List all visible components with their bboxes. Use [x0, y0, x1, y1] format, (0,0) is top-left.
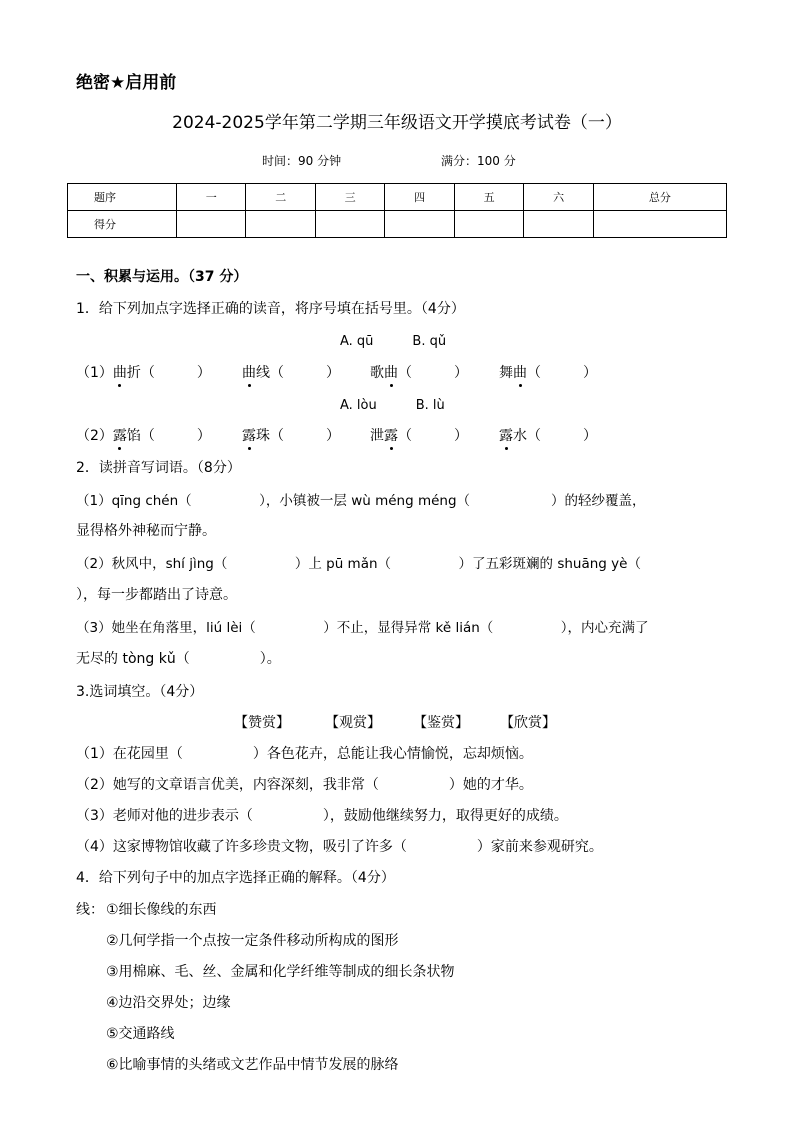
score-input-cell[interactable] [315, 211, 384, 238]
word-choice: 【鉴赏】 [413, 715, 469, 731]
question-2-line[interactable]: （1）qīng chén（ ），小镇被一层 wù méng méng（ ）的轻纱覆盖， [76, 493, 646, 509]
question-2-line[interactable]: （3）她坐在角落里，liú lèi（ ）不止，显得异常 kě lián（ ），内心充满了 [76, 620, 649, 636]
item-rest[interactable]: （ ） [398, 428, 468, 444]
full-score: 满分：100 分 [441, 154, 516, 168]
question-1-stem: 1．给下列加点字选择正确的读音，将序号填在括号里。（4分） [76, 301, 465, 317]
item-pre: 舞 [499, 365, 513, 381]
question-1-row-1-item[interactable] [370, 362, 468, 382]
dotted-char: 露 [384, 425, 398, 445]
score-input-cell[interactable] [177, 211, 246, 238]
item-rest[interactable]: 馅（ ） [126, 428, 211, 444]
dotted-char: 曲 [384, 362, 398, 382]
definition-item: ⑥比喻事情的头绪或文艺作品中情节发展的脉络 [106, 1057, 399, 1073]
question-1-row-2 [76, 425, 211, 445]
time-limit: 时间：90 分钟 [262, 154, 342, 168]
definition-item: ④边沿交界处；边缘 [106, 995, 231, 1011]
word-choice: 【赞赏】 [234, 715, 290, 731]
question-1-row-2-item[interactable] [370, 425, 468, 445]
item-pre: 泄 [370, 428, 384, 444]
definition-item: ⑤交通路线 [106, 1026, 175, 1042]
question-1-row-1-item[interactable] [242, 362, 340, 382]
question-1-row-1 [76, 362, 211, 382]
question-2-line: 显得格外神秘而宁静。 [76, 523, 216, 539]
score-input-cell[interactable] [246, 211, 315, 238]
item-rest[interactable]: 线（ ） [256, 365, 340, 381]
score-table [67, 183, 727, 238]
question-3-stem: 3.选词填空。（4分） [76, 684, 204, 700]
dotted-char: 露 [242, 425, 256, 445]
question-2-line: ），每一步都踏出了诗意。 [76, 587, 237, 603]
question-3-line[interactable]: （4）这家博物馆收藏了许多珍贵文物，吸引了许多（ ）家前来参观研究。 [76, 839, 603, 855]
score-cell: 总分 [593, 184, 726, 211]
word-choice: 【观赏】 [325, 715, 381, 731]
dotted-char: 曲 [242, 362, 256, 382]
secret-label: 绝密★启用前 [76, 73, 177, 93]
score-cell: 三 [315, 184, 384, 211]
item-rest[interactable]: 珠（ ） [256, 428, 340, 444]
score-input-cell[interactable] [454, 211, 523, 238]
word-choice: 【欣赏】 [500, 715, 556, 731]
score-cell: 一 [177, 184, 246, 211]
definition-item: ①细长像线的东西 [106, 902, 217, 918]
definition-word: 线： [76, 902, 104, 918]
item-rest[interactable]: 水（ ） [513, 428, 597, 444]
score-table-score-row [68, 211, 727, 238]
item-rest[interactable]: 折（ ） [126, 365, 211, 381]
dotted-char: 曲 [113, 362, 127, 382]
score-cell: 四 [385, 184, 454, 211]
question-1-row-1-item[interactable] [499, 362, 597, 382]
dotted-char: 露 [113, 425, 127, 445]
score-input-cell[interactable] [593, 211, 726, 238]
question-4-stem: 4．给下列句子中的加点字选择正确的解释。（4分） [76, 870, 395, 886]
score-input-cell[interactable] [524, 211, 593, 238]
question-1-options-b: A. lòu B. lù [340, 398, 445, 413]
question-2-stem: 2．读拼音写词语。（8分） [76, 460, 241, 476]
exam-title: 2024-2025学年第二学期三年级语文开学摸底考试卷（一） [172, 113, 622, 133]
question-2-line[interactable]: （2）秋风中，shí jìng（ ）上 pū mǎn（ ）了五彩斑斓的 shuāng yè（ [76, 556, 641, 572]
dotted-char: 露 [499, 425, 513, 445]
score-cell: 五 [454, 184, 523, 211]
question-3-line[interactable]: （1）在花园里（ ）各色花卉，总能让我心情愉悦，忘却烦恼。 [76, 746, 533, 762]
score-input-cell[interactable] [385, 211, 454, 238]
question-2-line[interactable]: 无尽的 tòng kǔ（ ）。 [76, 651, 281, 667]
section-heading: 一、积累与运用。（37 分） [76, 269, 248, 285]
score-cell-label: 得分 [68, 211, 177, 238]
question-1-row-2-item[interactable] [242, 425, 340, 445]
row-prefix: （1） [76, 365, 113, 381]
score-cell-label: 题序 [68, 184, 177, 211]
item-rest[interactable]: （ ） [527, 365, 597, 381]
question-3-line[interactable]: （2）她写的文章语言优美，内容深刻，我非常（ ）她的才华。 [76, 777, 533, 793]
row-prefix: （2） [76, 428, 113, 444]
definition-item: ②几何学指一个点按一定条件移动所构成的图形 [106, 933, 399, 949]
item-pre: 歌 [370, 365, 384, 381]
score-table-header-row [68, 184, 727, 211]
question-3-line[interactable]: （3）老师对他的进步表示（ ），鼓励他继续努力，取得更好的成绩。 [76, 808, 568, 824]
question-1-row-2-item[interactable] [499, 425, 597, 445]
definition-item: ③用棉麻、毛、丝、金属和化学纤维等制成的细长条状物 [106, 964, 455, 980]
dotted-char: 曲 [513, 362, 527, 382]
question-1-options-a: A. qū B. qǔ [340, 334, 447, 349]
item-rest[interactable]: （ ） [398, 365, 468, 381]
score-cell: 六 [524, 184, 593, 211]
score-cell: 二 [246, 184, 315, 211]
